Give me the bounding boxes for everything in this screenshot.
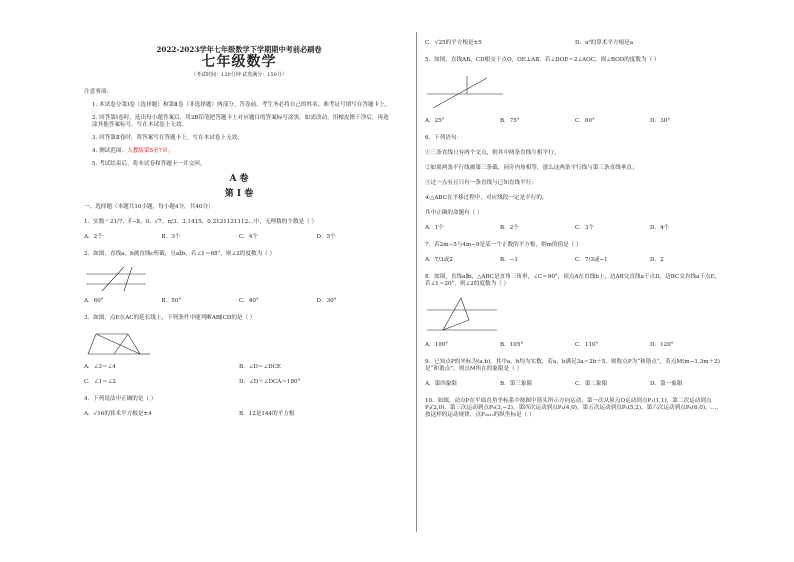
question-7-options (425, 257, 725, 264)
question-4-options-ab (84, 411, 394, 418)
option: B．12是144的平方根 (239, 411, 295, 417)
option: B．105° (500, 342, 524, 348)
section-a: A 卷 (229, 174, 249, 184)
question-5: 5．如图，直线AB，CD相交于点O，OE⊥AB，若∠DOE＝2∠AOC，则∠BOD的度数为（ ） (425, 57, 660, 63)
option: C．√25的平方根是±5 (425, 40, 482, 46)
option: C．第二象限 (575, 381, 608, 387)
option: C．40° (239, 298, 259, 304)
option: C．110° (575, 342, 599, 348)
question-6: 6．下列语句： (425, 135, 463, 141)
option: D．30° (316, 298, 337, 304)
question-6-item: ④△ABC在平移过程中，对应线段一定是平行的。 (425, 195, 548, 201)
option: C．∠1＝∠2 (84, 379, 116, 385)
question-8: 8．如图，直线a∥b，△ABC是直角三角形，∠C＝90°，顶点A在直线b上，边AB交直线a于点D，边BC交直线a于点E，若∠1＝20°，则∠2的度数为（ ） (425, 274, 721, 287)
option: C．3个 (575, 225, 595, 231)
note-5: 5. 考试结束后，将本试卷和答题卡一并交回。 (92, 161, 206, 167)
question-9-options (425, 381, 725, 388)
column-divider (416, 32, 417, 532)
question-3: 3．如图，点E在AC的延长线上，下列条件中能判断AB∥CD的是（ ） (84, 315, 256, 321)
question-4: 4．下列说法中正确的是（ ） (84, 396, 157, 402)
notes-heading: 注意事项： (84, 89, 112, 95)
option: A．2个 (84, 234, 103, 240)
option: D．120° (650, 342, 674, 348)
subject-title: 七年级数学 (201, 54, 277, 70)
question-7: 7．若2m−5与4m−9是某一个正数的平方根，则m的值是（ ） (425, 242, 582, 248)
option: B．3个 (161, 234, 181, 240)
question-5-options (425, 118, 725, 125)
note-2: 2. 回答第Ⅰ卷时，选出每小题答案后，用2B铅笔把答题卡上对应题目的答案标号涂黑。如需改动，用橡皮擦干净后，再选涂其他答案标号。写在本试卷上无效。 (92, 115, 389, 128)
question-3-options (84, 364, 394, 386)
right-column (425, 34, 725, 427)
test-scope: 人教版第5至7章。 (127, 148, 174, 154)
option: D．∠D＋∠DCA＝180° (239, 379, 301, 385)
option: C．7/3或−1 (575, 257, 608, 263)
option: B．50° (161, 298, 182, 304)
option: D．第一象限 (650, 381, 683, 387)
question-6-item: ③过一点有且只有一条直线与已知直线平行； (425, 180, 537, 186)
question-8-options (425, 342, 725, 349)
question-10: 10．如图，动点P在平面直角坐标系中按图中箭头所示方向运动，第一次从原点O运动到点P₁(1,1)，第二次运动到点P₂(2,0)，第三次运动到点P₃(3,−2)，第四次运动到点P₄(4,0)，第五次运动到点P₅(5,2)，第六次运动到点P₆(6,0)，…，按这样的运动规律，点P₂₀₂₃的纵坐标是（ ） (425, 398, 722, 418)
note-3: 3. 回答第Ⅱ卷时，将答案写在答题卡上。写在本试卷上无效。 (92, 135, 243, 141)
option: B．∠D＝∠DCE (239, 364, 282, 370)
note-4-label: 4. 测试范围： (92, 148, 128, 154)
question-4-options-cd (425, 40, 725, 47)
question-9: 9．已知点P的坐标为(a,b)，其中a，b均为实数，若a，b满足3a＝2b＋5，则称点P为“和谐点”，若点M(m−1,3m＋2)是“和谐点”，则点M所在的象限是（ ） (425, 359, 720, 372)
option: A．100° (425, 342, 449, 348)
question-6-item: ②如果两条平行线被第三条截，同旁内角相等，那么这两条平行线与第三条直线垂直； (425, 165, 638, 171)
option: D．a²的算术平方根是a (575, 40, 634, 46)
option: B．2个 (500, 225, 519, 231)
figure-right-triangle (425, 296, 505, 336)
option: A．25° (425, 118, 445, 124)
option: C．4个 (239, 234, 259, 240)
option: B．75° (500, 118, 520, 124)
option: D．2 (650, 257, 664, 263)
option: D．5个 (316, 234, 336, 240)
left-column (84, 34, 394, 428)
exam-title: 2022-2023学年七年级数学下学期期中考前必刷卷 (156, 45, 322, 54)
option: A．1个 (425, 225, 444, 231)
section-part1: 第 Ⅰ 卷 (224, 189, 254, 199)
option: B．−1 (500, 257, 518, 263)
option: A．7/3或2 (425, 257, 453, 263)
figure-intersecting-lines (425, 72, 505, 112)
question-1-options (84, 234, 394, 241)
note-4 (92, 148, 394, 155)
option: A．第四象限 (425, 381, 458, 387)
question-2: 2．如图，直线a，b被直线c所截，且a∥b，若∠1＝68°，则∠2的度数为（ ） (84, 251, 276, 257)
note-1: 1. 本试卷分第Ⅰ卷（选择题）和第Ⅱ卷（非选择题）两部分。答卷前，考生务必将自己的姓名、准考证号填写在答题卡上。 (92, 102, 391, 108)
question-1: 1．实数－21/7、∛−8、0、√7、π/3、3.1415、0.2121121112…中，无理数的个数是（ ） (84, 219, 318, 225)
exam-time: （考试时间：120分钟 试卷满分：150分） (191, 72, 287, 78)
choice-intro: 一、选择题（本题共10小题，每小题4分，共40分） (84, 204, 214, 210)
question-6-options (425, 225, 725, 232)
figure-parallel-lines (84, 266, 154, 292)
option: D．4个 (650, 225, 670, 231)
question-6-item: ①三条直线只有两个交点，则其中两条直线互相平行； (425, 150, 560, 156)
option: A．∠3＝∠4 (84, 364, 116, 370)
option: D．30° (650, 118, 670, 124)
figure-trapezoid (84, 330, 154, 358)
option: A．60° (84, 298, 104, 304)
option: C．60° (575, 118, 595, 124)
option: A．√16的算术平方根是±4 (84, 411, 152, 417)
option: B．第三象限 (500, 381, 533, 387)
question-6-tail: 其中正确的命题有（ ） (425, 210, 483, 216)
question-2-options (84, 298, 394, 305)
